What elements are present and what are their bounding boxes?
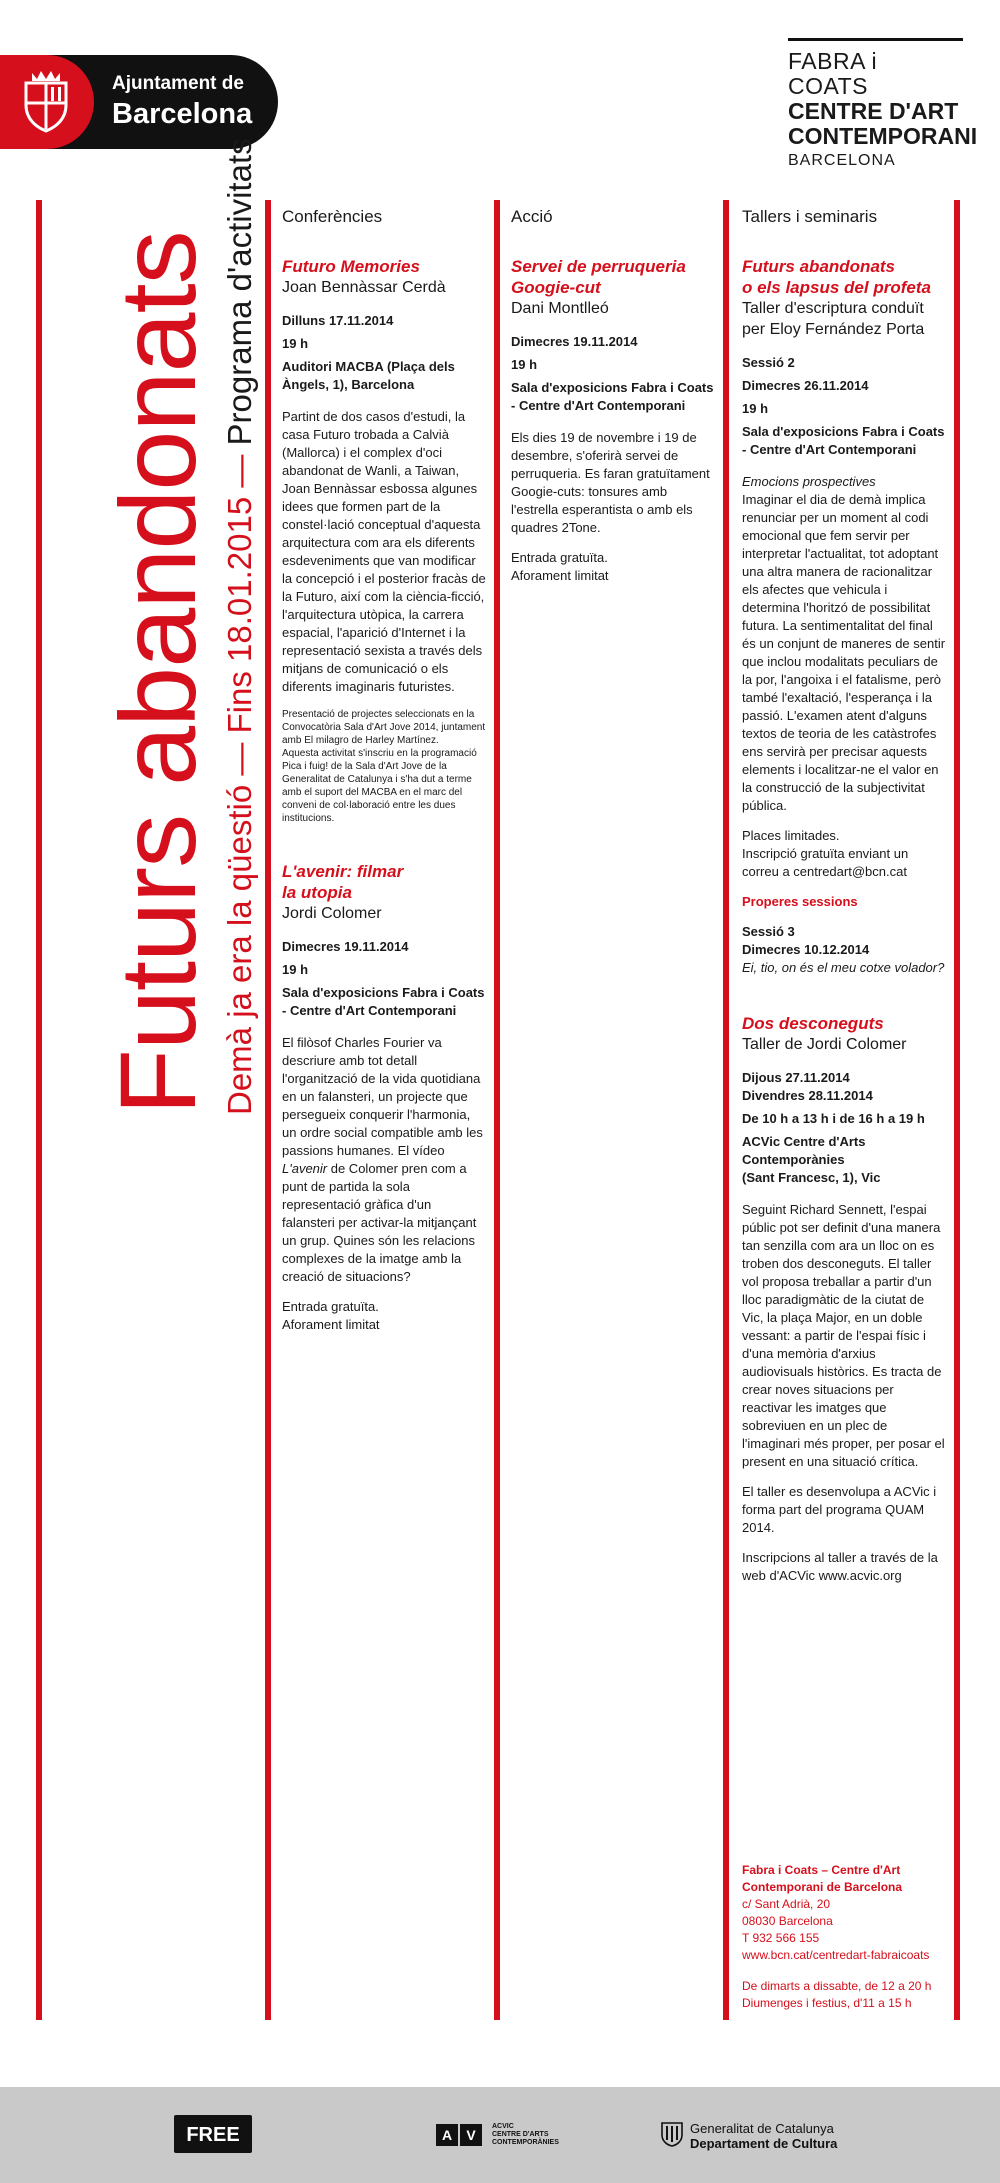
opening-hours-2: Diumenges i festius, d'11 a 15 h <box>742 1996 912 2010</box>
red-divider-4 <box>723 200 729 2020</box>
opening-hours-1: De dimarts a dissabte, de 12 a 20 h <box>742 1979 932 1993</box>
acvic-line3: CONTEMPORÀNIES <box>492 2139 559 2146</box>
logo-rule <box>788 38 963 41</box>
subtitle-part2: Programa d'activitats <box>221 138 258 446</box>
red-divider-2 <box>265 200 271 2020</box>
column-conferencies <box>282 208 487 1334</box>
event-title: Futuro Memories <box>282 257 420 276</box>
event-title-line2: o els lapsus del profeta <box>742 278 931 297</box>
free-logo: FREE <box>174 2115 252 2153</box>
event-description-3: Inscripcions al taller a través de la web d'ACVic www.acvic.org <box>742 1550 938 1583</box>
red-divider-1 <box>36 200 42 2020</box>
venue-phone: T 932 566 155 <box>742 1931 820 1945</box>
entry-info: Entrada gratuïta. <box>282 1299 379 1314</box>
event-title-line1: Servei de perruqueria <box>511 257 686 276</box>
generalitat-emblem-icon <box>660 2121 684 2147</box>
event-place-2: (Sant Francesc, 1), Vic <box>742 1170 881 1185</box>
event-description-2: El taller es desenvolupa a ACVic i forma part del programa QUAM 2014. <box>742 1484 937 1535</box>
column-tallers <box>742 208 947 1597</box>
venue-city: 08030 Barcelona <box>742 1914 833 1928</box>
ajuntament-line1: Ajuntament de <box>112 73 244 94</box>
event-time: 19 h <box>282 962 309 977</box>
generalitat-line2: Departament de Cultura <box>690 2136 838 2151</box>
main-title: Futurs abandonats <box>97 231 218 1115</box>
event-date: Dilluns 17.11.2014 <box>282 313 394 328</box>
event-time: 19 h <box>511 357 538 372</box>
event-date-1: Dijous 27.11.2014 <box>742 1070 850 1085</box>
event-author: Joan Bennàssar Cerdà <box>282 279 446 296</box>
event-session: Sessió 2 <box>742 355 795 370</box>
generalitat-line1: Generalitat de Catalunya <box>690 2121 834 2136</box>
fabra-line4: BARCELONA <box>788 152 896 169</box>
acvic-line1: ACVIC <box>492 2123 514 2130</box>
column-accio <box>511 208 716 585</box>
event-place: Auditori MACBA (Plaça dels Àngels, 1), Barcelona <box>282 359 455 392</box>
event-date: Dimecres 19.11.2014 <box>282 939 409 954</box>
acvic-v-box: V <box>460 2124 482 2146</box>
event-place: Sala d'exposicions Fabra i Coats - Centre d'Art Contemporani <box>282 985 485 1018</box>
event-description <box>282 1034 487 1286</box>
desc-part-a: El filòsof Charles Fourier va descriure amb tot detall l'organització de la vida quotidiana en un falansteri, un projecte que persegueix conquerir l'harmonia, un ordre social compatible amb les passions humanes. El vídeo <box>282 1035 483 1158</box>
event-title-line1: L'avenir: filmar <box>282 862 404 881</box>
subtitle-part1: Demà ja era la qüestió — Fins 18.01.2015 — <box>221 445 258 1115</box>
venue-name: Fabra i Coats – Centre d'Art Contemporani de Barcelona <box>742 1863 903 1894</box>
red-divider-3 <box>494 200 500 2020</box>
fabra-line3: CONTEMPORANI <box>788 123 978 149</box>
event-date-2: Divendres 28.11.2014 <box>742 1088 873 1103</box>
venue-address <box>742 1862 957 2012</box>
event-description: Partint de dos casos d'estudi, la casa Futuro trobada a Calvià (Mallorca) i el complex d'oci abandonat de Wanli, a Taiwan, Joan Bennàssar esbossa algunes idees que formen part de la constel·lació conceptual d'aquesta arquitectura com ara els diferents esdeveniments que van modificar la concepció i el posterior fracàs de la Futuro, així com la ciència-ficció, l'arquitectura utòpica, la carrera espacial, l'aparició d'Internet i la representació sexista a través dels mitjans de comunicació o els diferents imaginaris futuristes. <box>282 409 486 694</box>
venue-street: c/ Sant Adrià, 20 <box>742 1897 831 1911</box>
event-author: Taller de Jordi Colomer <box>742 1036 907 1053</box>
subtitle <box>220 138 260 1115</box>
event-date: Dimecres 19.11.2014 <box>511 334 638 349</box>
event-description: Els dies 19 de novembre i 19 de desembre, s'oferirà servei de perruqueria. Es faran gratuïtament Googie-cuts: tonsures amb l'estrella esperantista o amb els quadres 2Tone. <box>511 430 710 535</box>
event-note-1: Presentació de projectes seleccionats en la Convocatòria Sala d'Art Jove 2014, juntament amb El milagro de Harley Martínez. <box>282 709 486 746</box>
capacity-info: Aforament limitat <box>511 568 609 583</box>
acvic-logo <box>436 2124 486 2146</box>
venue-web-link[interactable]: www.bcn.cat/centredart-fabraicoats <box>742 1948 930 1962</box>
event-title-line2: Googie-cut <box>511 278 601 297</box>
event-description: Seguint Richard Sennett, l'espai públic pot ser definit d'una manera tan senzilla com ara un lloc on es troben dos desconeguts. El taller vol proposa treballar a partir d'un lloc paradigmàtic de la ciutat de Vic, la plaça Major, en un doble vessant: a partir de l'espai físic i d'una memòria d'arxius audiovisuals històrics. Es tracta de crear noves situacions per reactivar les imatges que sobreviuen en un plec de l'imaginari més proper, per posar el present en una situació crítica. <box>742 1202 945 1469</box>
column-heading: Tallers i seminaris <box>742 207 878 226</box>
event-author: Dani Montlleó <box>511 300 609 317</box>
event-title: Dos desconeguts <box>742 1014 884 1033</box>
fabra-line2: CENTRE D'ART <box>788 98 959 124</box>
fabra-line1: FABRA i COATS <box>788 48 878 99</box>
event-author: Taller d'escriptura conduït per Eloy Fernández Porta <box>742 300 925 338</box>
capacity-info: Aforament limitat <box>282 1317 380 1332</box>
next-session-title: Ei, tio, on és el meu cotxe volador? <box>742 960 945 975</box>
event-time: 19 h <box>282 336 309 351</box>
event-author: Jordi Colomer <box>282 905 382 922</box>
fabra-coats-logo <box>788 38 978 170</box>
next-session: Sessió 3 <box>742 924 795 939</box>
acvic-text <box>492 2123 559 2147</box>
ajuntament-line2: Barcelona <box>112 98 253 130</box>
next-sessions-heading: Properes sessions <box>742 894 858 909</box>
event-title-line2: la utopia <box>282 883 352 902</box>
footer-sponsors <box>0 2087 1000 2183</box>
event-place-1: ACVic Centre d'Arts Contemporànies <box>742 1134 866 1167</box>
places-info: Places limitades. <box>742 828 840 843</box>
desc-italic: L'avenir <box>282 1161 328 1176</box>
red-divider-5 <box>954 200 960 2020</box>
event-subtitle: Emocions prospectives <box>742 474 876 489</box>
acvic-line2: CENTRE D'ARTS <box>492 2131 549 2138</box>
event-note-2: Aquesta activitat s'inscriu en la programació Pica i fuig! de la Sala d'Art Jove de la Generalitat de Catalunya i s'ha dut a terme amb el suport del MACBA en el marc del conveni de col·laboració entre les dues institucions. <box>282 748 477 824</box>
event-place: Sala d'exposicions Fabra i Coats - Centre d'Art Contemporani <box>511 380 714 413</box>
vertical-title <box>97 138 260 1115</box>
inscription-info: Inscripció gratuïta enviant un correu a centredart@bcn.cat <box>742 846 909 879</box>
event-time: De 10 h a 13 h i de 16 h a 19 h <box>742 1111 925 1126</box>
acvic-a-box: A <box>436 2124 458 2146</box>
event-description: Imaginar el dia de demà implica renunciar per un moment al codi emocional que fem servir per interpretar l'actualitat, tot adoptant una altra manera de racionalitzar els afectes que vehicula i determina l'horitzó de possibilitat futura. La sentimentalitat del final és un conjunt de maneres de sentir que inclou modalitats peculiars de la por, l'angoixa i el fatalisme, però també l'exaltació, l'esperança i la passió. L'examen atent d'alguns textos de teoria de les catàstrofes ens servirà per precisar aquests elements i localitzar-ne el valor en la construcció de la subjectivitat pública. <box>742 492 946 813</box>
barcelona-shield-icon <box>0 55 94 149</box>
column-heading: Acció <box>511 207 553 226</box>
column-heading: Conferències <box>282 207 383 226</box>
desc-part-b: de Colomer pren com a punt de partida la sola representació gràfica d'un falansteri per activar-la mitjançant un grup. Quines són les relacions complexes de la imatge amb la creació de situacions? <box>282 1161 477 1284</box>
ajuntament-logo <box>0 55 278 149</box>
event-date: Dimecres 26.11.2014 <box>742 378 869 393</box>
next-date: Dimecres 10.12.2014 <box>742 942 870 957</box>
entry-info: Entrada gratuïta. <box>511 550 608 565</box>
event-place: Sala d'exposicions Fabra i Coats - Centre d'Art Contemporani <box>742 424 945 457</box>
event-title-line1: Futurs abandonats <box>742 257 896 276</box>
event-time: 19 h <box>742 401 769 416</box>
